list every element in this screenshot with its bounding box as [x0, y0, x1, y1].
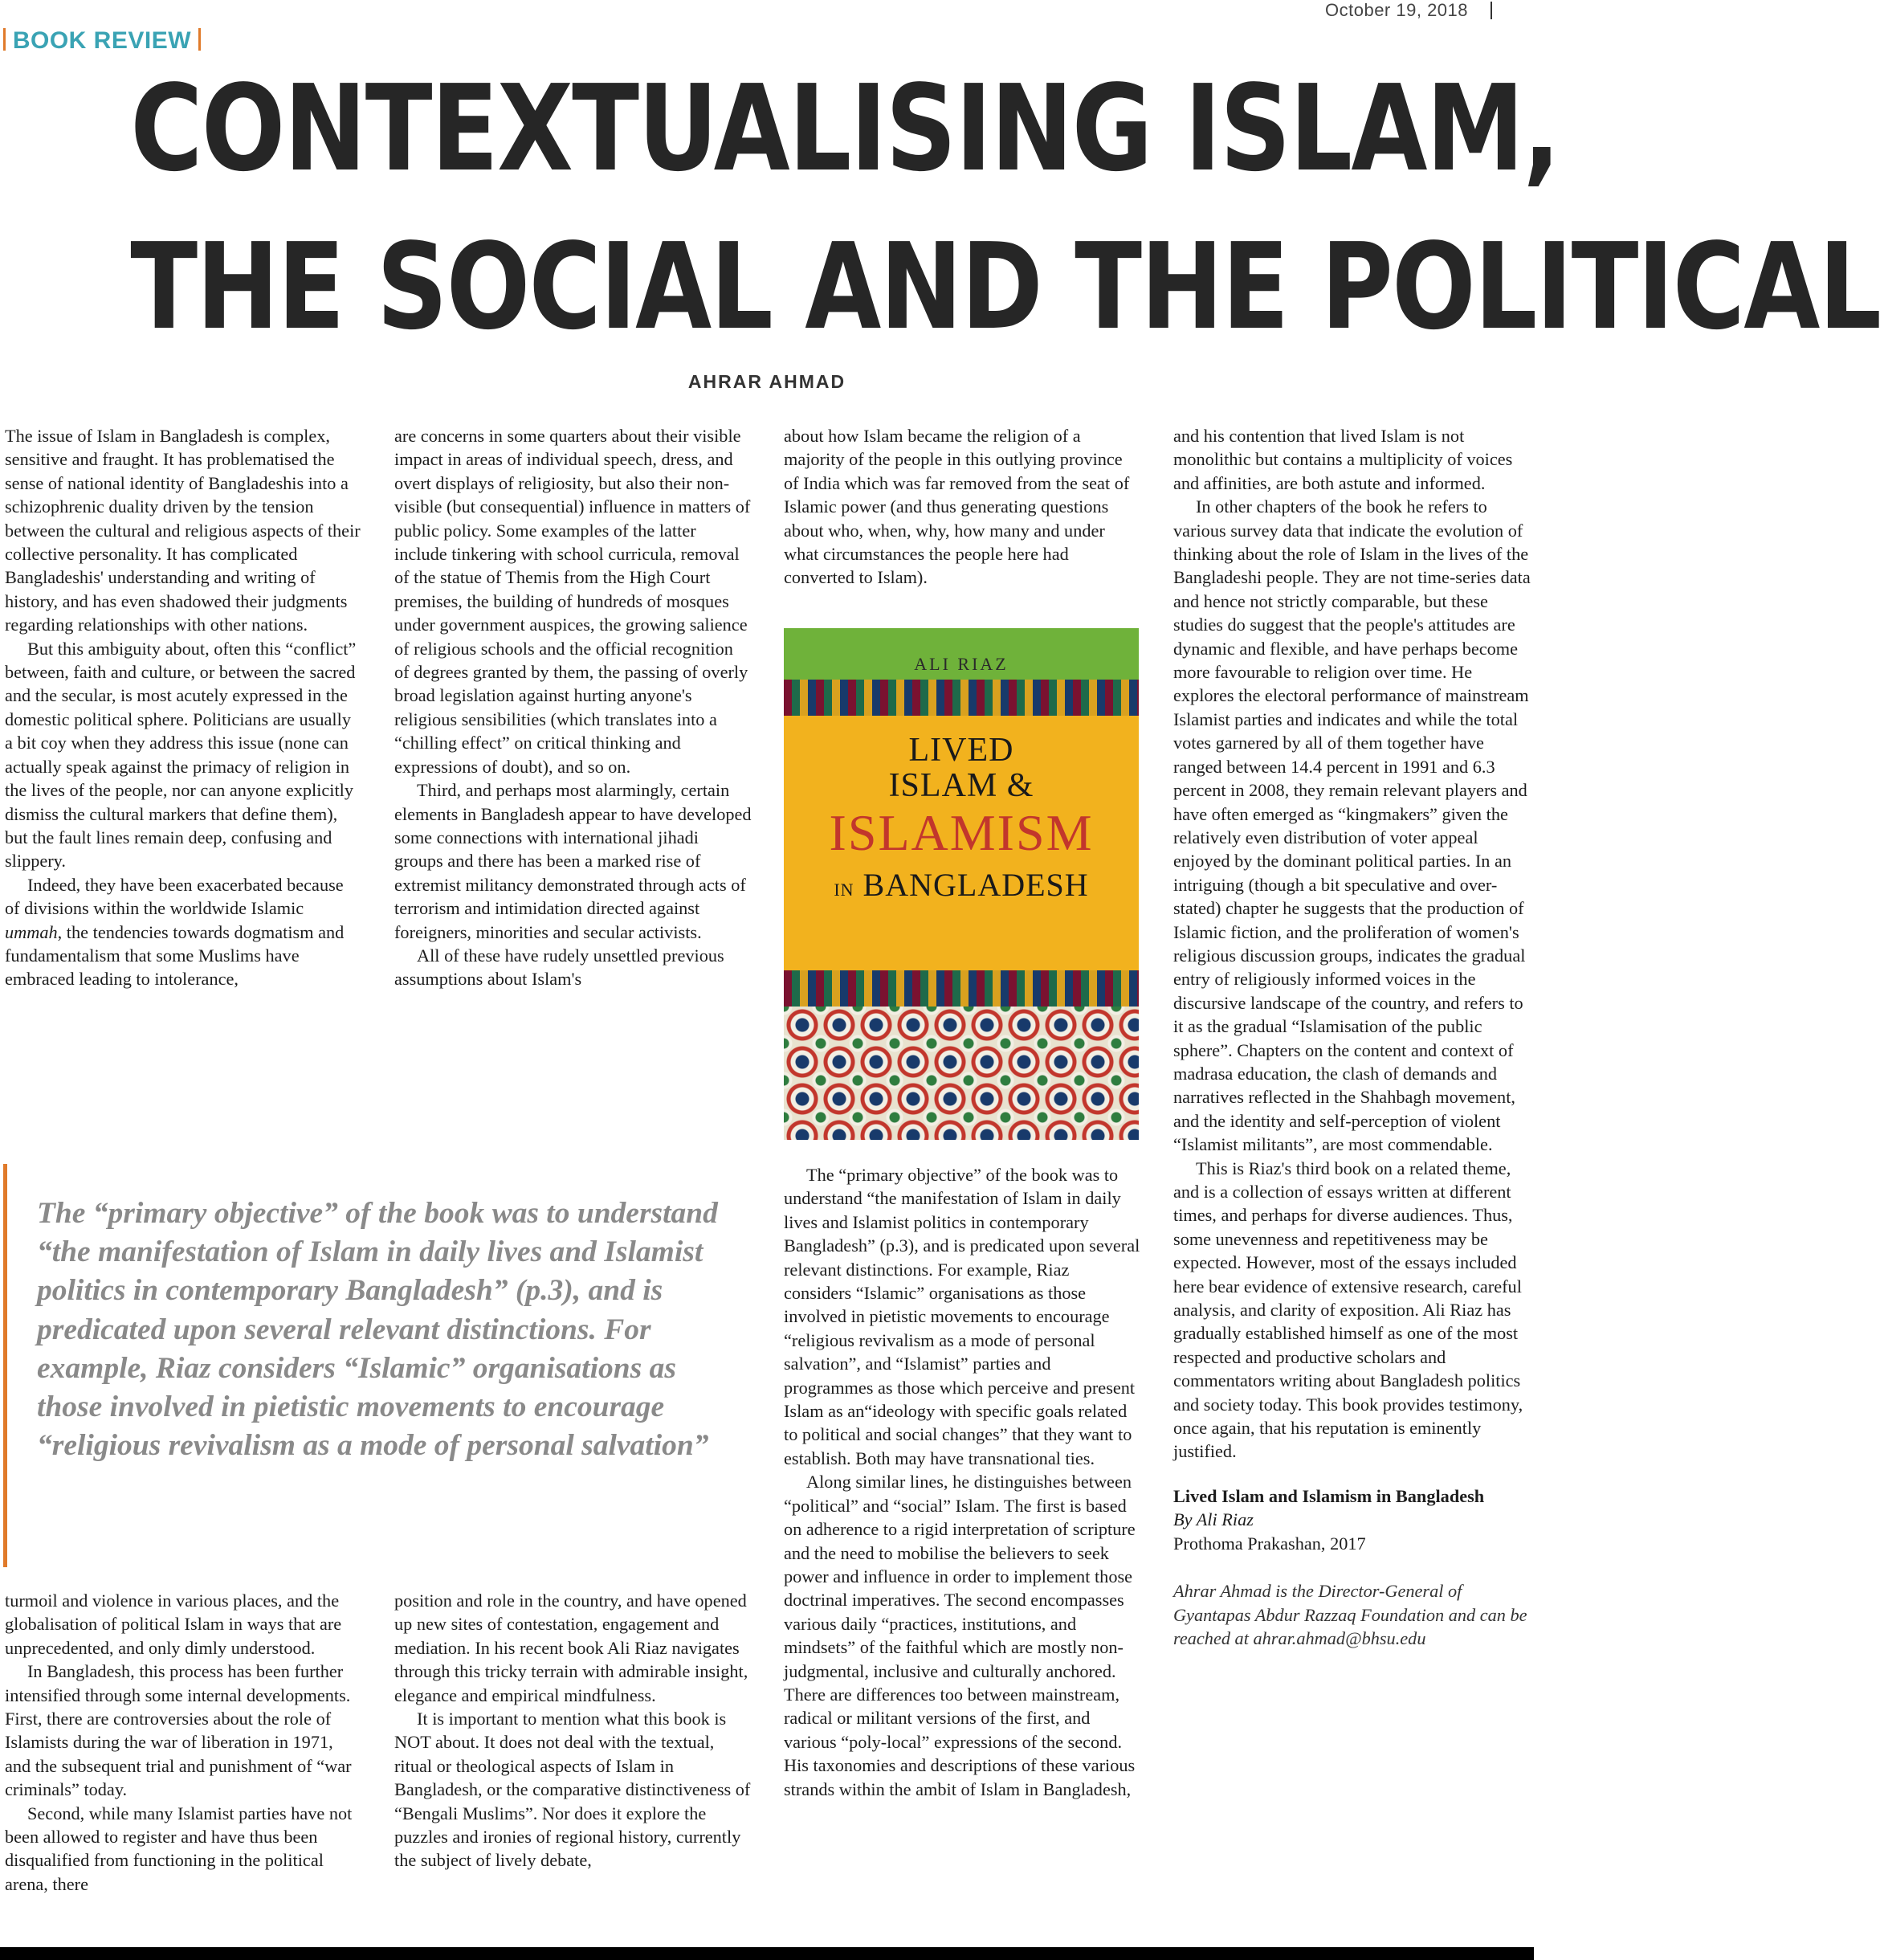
cover-pattern-band-top	[784, 680, 1139, 716]
paragraph: Indeed, they have been exacerbated because of divisions within the worldwide Islamic ummah, the tendencies towards dogmatism and fundamentalism that some Muslims have embraced leading to intolerance,	[5, 874, 345, 990]
pull-quote	[0, 1164, 743, 1567]
cover-tile-pattern	[784, 1007, 1139, 1140]
pull-quote-text: The “primary objective” of the book was to understand “the manifestation of Islam in daily lives and Islamist politics in contemporary Bangladesh” (p.3), and is predicated upon several relevant distinctions. For example, Riaz considers “Islamic” organisations as those involved in pietistic movements to encourage “religious revivalism as a mode of personal salvation”	[37, 1197, 718, 1463]
paragraph: In Bangladesh, this process has been further intensified through some internal developments. First, there are controversies about the role of Islamists during the war of liberation in 1971, and the subsequent trial and punishment of “war criminals” today.	[5, 1661, 352, 1800]
book-cover-image	[784, 628, 1139, 1140]
cover-title-lived-islam: LIVED ISLAM &	[888, 732, 1034, 804]
paragraph: turmoil and violence in various places, and the globalisation of political Islam in ways that are unprecedented, and only dimly understood.	[5, 1590, 342, 1658]
paragraph: Third, and perhaps most alarmingly, certain elements in Bangladesh appear to have developed some connections with international jihadi groups and there has been a marked rise of extremist militancy demonstrated through acts of terrorism and intimidation directed against foreigners, minorities and secular activists.	[394, 780, 752, 942]
pull-quote-rule	[3, 1164, 7, 1567]
column-1-bottom	[5, 1589, 362, 1896]
headline-line-2: THE SOCIAL AND THE POLITICAL	[130, 218, 1880, 356]
column-4	[1173, 424, 1531, 1650]
paragraph: This is Riaz's third book on a related theme, and is a collection of essays written at different times, and perhaps for diverse audiences. Thus, some unevenness and repetitiveness may be expected. However, most of the essays included here bear evidence of extensive research, careful analysis, and clarity of exposition. Ali Riaz has gradually established himself as one of the most respected and productive scholars and commentators writing about Bangladesh politics and society today. This book provides testimony, once again, that his reputation is eminently justified.	[1173, 1158, 1523, 1462]
ummah-term: ummah	[5, 921, 58, 942]
section-bar-left	[3, 28, 6, 51]
column-1-top	[5, 424, 362, 991]
cover-title-bangladesh: IN BANGLADESH	[834, 867, 1089, 903]
book-credit	[1173, 1484, 1531, 1555]
cover-title-islamism: ISLAMISM	[829, 804, 1094, 861]
paragraph: position and role in the country, and have opened up new sites of contestation, engagement and mediation. In his recent book Ali Riaz navigates through this tricky terrain with admirable insight, elegance and empirical mindfulness.	[394, 1590, 748, 1705]
section-title: BOOK REVIEW	[12, 27, 192, 54]
paragraph: are concerns in some quarters about their visible impact in areas of individual speech, dress, and overt displays of religiosity, but also their non-visible (but consequential) influence in matters of public policy. Some examples of the latter include tinkering with school curricula, removal of the statue of Themis from the High Court premises, the building of hundreds of mosques under government auspices, the growing salience of religious schools and the official recognition of degrees granted by them, the passing of overly broad legislation against hurting anyone's religious sensibilities (which translates into a “chilling effect” on critical thinking and expressions of doubt), and so on.	[394, 426, 751, 777]
column-3-top	[784, 424, 1141, 590]
paragraph: In other chapters of the book he refers to various survey data that indicate the evolution of thinking about the role of Islam in the lives of the Bangladeshi people. They are not time-series data and hence not strictly comparable, but these studies do suggest that the people's attitudes are dynamic and flexible, and have perhaps become more favourable to religion over time. He explores the electoral performance of mainstream Islamist parties and indicates and while the total votes garnered by all of them together have ranged between 14.4 percent in 1991 and 6.3 percent in 2008, they remain relevant players and have often emerged as “kingmakers” given the relatively even distribution of voter appeal enjoyed by the dominant political parties. In an intriguing (though a bit speculative and over-stated) chapter he suggests that the production of Islamic fiction, and the proliferation of women's religious discussion groups, indicates the gradual entry of religiously informed voices in the discursive landscape of the country, and refers to it as the gradual “Islamisation of the public sphere”. Chapters on the content and context of madrasa education, the clash of demands and narratives reflected in the Shahbagh movement, and the identity and self-perception of violent “Islamist militants”, are most commendable.	[1173, 496, 1531, 1155]
cover-pattern-band-bottom	[784, 970, 1139, 1007]
paragraph: But this ambiguity about, often this “conflict” between, faith and culture, or between the sacred and the secular, is most acutely expressed in the domestic political sphere. Politicians are usually a bit coy when they address this issue (none can actually speak against the primacy of religion in the lives of the people, nor can anyone explicitly dismiss the cultural markers that define them), but the fault lines remain deep, confusing and slippery.	[5, 638, 357, 872]
column-2-top	[394, 424, 752, 991]
paragraph: It is important to mention what this book is NOT about. It does not deal with the textual, ritual or theological aspects of Islam in Bangladesh, or the comparative distinctiveness of “Bengali Muslims”. Nor does it explore the puzzles and ironies of regional history, currently the subject of lively debate,	[394, 1709, 751, 1871]
paragraph: Second, while many Islamist parties have not been allowed to register and have thus been disqualified from functioning in the political arena, there	[5, 1803, 353, 1894]
byline: AHRAR AHMAD	[687, 371, 846, 392]
section-bar-right	[198, 28, 201, 51]
book-credit-publisher: Prothoma Prakashan, 2017	[1173, 1533, 1366, 1554]
section-label	[3, 27, 201, 55]
issue-date: October 19, 2018	[1325, 0, 1469, 20]
page-bottom-bar	[0, 1947, 1534, 1960]
paragraph: about how Islam became the religion of a majority of the people in this outlying province of India which was far removed from the seat of Islamic power (and thus generating questions about who, when, why, how many and under what circumstances the people here had converted to Islam).	[784, 426, 1130, 588]
column-2-bottom	[394, 1589, 752, 1872]
headline-line-1: CONTEXTUALISING ISLAM,	[130, 59, 1560, 198]
paragraph: The “primary objective” of the book was to understand “the manifestation of Islam in daily lives and Islamist politics in contemporary Bangladesh” (p.3), and is predicated upon several relevant distinctions. For example, Riaz considers “Islamic” organisations as those involved in pietistic movements to encourage “religious revivalism as a mode of personal salvation”, and “Islamist” parties and programmes as those which perceive and present Islam as an“ideology with specific goals related to political and social changes” that they want to establish. Both may have transnational ties.	[784, 1165, 1140, 1468]
book-credit-title: Lived Islam and Islamism in Bangladesh	[1173, 1485, 1485, 1506]
paragraph: Along similar lines, he distinguishes between “political” and “social” Islam. The first is based on adherence to a rigid interpretation of scripture and the need to mobilise the believers to seek power and influence in order to implement those doctrinal imperatives. The second encompasses various daily “practices, institutions, and mindsets” of the faithful which are mostly non-judgmental, inclusive and culturally anchored. There are differences too between mainstream, radical or militant versions of the first, and various “poly-local” expressions of the second. His taxonomies and descriptions of these various strands within the ambit of Islam in Bangladesh,	[784, 1472, 1136, 1799]
column-3-bottom	[784, 1163, 1141, 1801]
paragraph: and his contention that lived Islam is not monolithic but contains a multiplicity of voices and affinities, are both astute and informed.	[1173, 426, 1513, 493]
author-bio: Ahrar Ahmad is the Director-General of Gyantapas Abdur Razzaq Foundation and can be reached at ahrar.ahmad@bhsu.edu	[1173, 1581, 1527, 1648]
paragraph: All of these have rudely unsettled previous assumptions about Islam's	[394, 945, 724, 990]
paragraph: The issue of Islam in Bangladesh is complex, sensitive and fraught. It has problematised the sense of national identity of Bangladeshis into a schizophrenic duality driven by the tension between the cultural and religious aspects of their collective personality. It has complicated Bangladeshis' understanding and writing of history, and has even shadowed their judgments regarding relationships with other nations.	[5, 426, 361, 635]
cover-author: ALI RIAZ	[914, 654, 1009, 674]
date-divider	[1491, 2, 1492, 19]
book-credit-author: By Ali Riaz	[1173, 1509, 1254, 1530]
